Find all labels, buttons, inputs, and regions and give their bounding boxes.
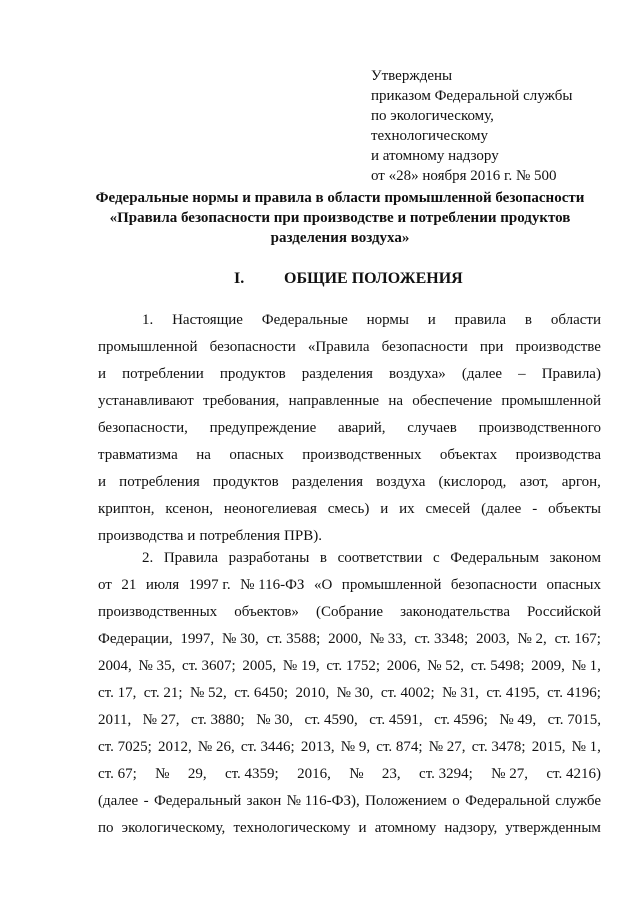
approval-line: и атомному надзору (371, 148, 499, 164)
word: безопасности (381, 339, 468, 355)
word: ст. 7015, (547, 712, 601, 728)
word: ст. 4591, (369, 712, 423, 728)
text-line (98, 707, 601, 734)
word: неоногелиевая (223, 501, 317, 517)
approval-line: технологическому (371, 128, 488, 144)
word: 2000, (328, 631, 362, 647)
word: предупреждение (209, 420, 317, 436)
word: 2003, (475, 631, 510, 647)
text-line (98, 734, 601, 761)
word: № 33, (369, 631, 407, 647)
word: производственных (98, 604, 218, 620)
section-number: I. (234, 270, 245, 287)
word: требования, (203, 393, 280, 409)
word: ст. 4196; (547, 685, 601, 701)
word: закон (246, 793, 282, 809)
word: в (319, 550, 328, 566)
word: Правила (163, 550, 219, 566)
word: ст. 3880; (190, 712, 245, 728)
word: 2012, (157, 739, 192, 755)
word: - (143, 793, 149, 809)
word: ПРВ). (284, 528, 322, 544)
word: потреблении (122, 366, 204, 382)
word: в (524, 312, 533, 328)
word: 1997 г. (188, 577, 231, 593)
approval-line: приказом Федеральной службы (371, 88, 573, 104)
word: смесь) (327, 501, 370, 517)
word: разделения (291, 474, 364, 490)
word: службе (555, 793, 601, 809)
word: ксенон, (165, 501, 214, 517)
word: надзору, (444, 820, 498, 836)
word: Федеральной (465, 793, 550, 809)
word: (далее (461, 366, 503, 382)
text-line (98, 496, 601, 523)
word: Настоящие (172, 312, 243, 328)
word: 2013, (300, 739, 335, 755)
word: ст. 1752; (326, 658, 381, 674)
section-heading (234, 270, 463, 288)
approval-line: от «28» ноября 2016 г. № 500 (371, 168, 557, 184)
word: «Правила (307, 339, 370, 355)
text-line (98, 469, 601, 496)
word: производства (515, 447, 601, 463)
word: аргон, (561, 474, 601, 490)
word: 23, (381, 766, 401, 782)
word: законом (549, 550, 601, 566)
title-line: «Правила безопасности при производстве и потреблении продуктов (109, 210, 571, 226)
word: 2004, (98, 658, 132, 674)
word: опасных (546, 577, 601, 593)
word: и (187, 528, 196, 544)
text-line (98, 599, 601, 626)
word: на (388, 393, 404, 409)
word: направленные (288, 393, 380, 409)
text-line (98, 680, 601, 707)
word: области (550, 312, 601, 328)
word: на (196, 447, 211, 463)
word: № 30, (256, 712, 293, 728)
word: № 30, (336, 685, 374, 701)
text-line (98, 572, 601, 599)
word: ст. 3348; (414, 631, 469, 647)
word: № 1, (571, 658, 601, 674)
word: ст. 3478; (471, 739, 526, 755)
word: ст. 4195, (486, 685, 540, 701)
word: № 31, (442, 685, 479, 701)
word: безопасности (209, 339, 296, 355)
word: производстве (515, 339, 601, 355)
word: № 35, (138, 658, 176, 674)
paragraph-1 (98, 307, 601, 550)
word: ст. 3294; (419, 766, 473, 782)
word: ст. 4359; (224, 766, 279, 782)
word: № (155, 766, 170, 782)
word: ст. 4596; (434, 712, 488, 728)
word: Федеральные (261, 312, 348, 328)
word: 29, (187, 766, 207, 782)
word: потребления (119, 474, 200, 490)
word: устанавливают (98, 393, 194, 409)
word: случаев (407, 420, 457, 436)
word: о (452, 793, 460, 809)
document-title (70, 188, 610, 248)
word: криптон, (98, 501, 155, 517)
word: промышленной (501, 393, 601, 409)
word: ст. 21; (143, 685, 183, 701)
word: Правила) (541, 366, 601, 382)
word: № 27, (142, 712, 180, 728)
word: – (518, 366, 526, 382)
word: Положением (365, 793, 447, 809)
word: производственного (478, 420, 601, 436)
word: № 52, (189, 685, 227, 701)
word: 1997, (180, 631, 215, 647)
word: 2. (142, 550, 154, 566)
word: Федеральный (153, 793, 242, 809)
word: № 116-ФЗ), (286, 793, 360, 809)
word: безопасности (450, 577, 537, 593)
word: воздуха (376, 474, 426, 490)
word: объектов» (234, 604, 299, 620)
word: № 19, (282, 658, 320, 674)
word: ст. 3588; (266, 631, 321, 647)
word: смесей (425, 501, 471, 517)
word: опасных (229, 447, 284, 463)
word: производственных (302, 447, 422, 463)
word: № 27, (491, 766, 528, 782)
word: 2011, (98, 712, 132, 728)
word: № 116-ФЗ (240, 577, 305, 593)
text-line (98, 788, 601, 815)
word: азот, (519, 474, 549, 490)
word: № (349, 766, 364, 782)
section-title: ОБЩИЕ ПОЛОЖЕНИЯ (284, 270, 463, 287)
word: ст. 874; (376, 739, 423, 755)
approval-block (371, 66, 611, 186)
word: при (479, 339, 504, 355)
word: ст. 4590, (304, 712, 358, 728)
word: безопасности, (98, 420, 188, 436)
word: № 49, (499, 712, 537, 728)
word: № 26, (197, 739, 235, 755)
word: разработаны (228, 550, 310, 566)
word: июля (145, 577, 180, 593)
word: продуктов (212, 474, 279, 490)
word: аварий, (338, 420, 386, 436)
word: ст. 7025; (98, 739, 152, 755)
text-line (98, 415, 601, 442)
word: - (532, 501, 538, 517)
text-line (98, 545, 601, 572)
word: ст. 167; (554, 631, 601, 647)
word: 2016, (297, 766, 331, 782)
word: по (98, 820, 114, 836)
word: утвержденным (505, 820, 601, 836)
word: ст. 17, (98, 685, 137, 701)
word: Федеральным (450, 550, 540, 566)
paragraph-2 (98, 545, 601, 842)
word: 2015, (531, 739, 566, 755)
word: травматизма (98, 447, 178, 463)
word: ст. 67; (98, 766, 137, 782)
word: атомному (374, 820, 437, 836)
word: промышленной (341, 577, 442, 593)
approval-line: Утверждены (371, 68, 453, 84)
word: законодательства (400, 604, 510, 620)
word: воздуха» (389, 366, 446, 382)
word: № 30, (221, 631, 259, 647)
text-line (98, 307, 601, 334)
word: экологическому, (121, 820, 226, 836)
word: разделения (301, 366, 373, 382)
text-line (98, 442, 601, 469)
word: от (98, 577, 112, 593)
word: потребления (199, 528, 281, 544)
word: соответствии (337, 550, 423, 566)
word: с (432, 550, 440, 566)
text-line (98, 388, 601, 415)
word: (Собрание (316, 604, 384, 620)
word: 2005, (242, 658, 277, 674)
approval-line: по экологическому, (371, 108, 494, 124)
word: 2009, (531, 658, 565, 674)
word: ст. 3607; (181, 658, 236, 674)
word: и (380, 501, 389, 517)
word: (далее (98, 793, 139, 809)
word: продуктов (219, 366, 286, 382)
word: обеспечение (412, 393, 493, 409)
word: 1. (142, 312, 154, 328)
word: объекты (548, 501, 601, 517)
word: Федерации, (98, 631, 173, 647)
word: 21 (121, 577, 137, 593)
word: Российской (527, 604, 601, 620)
word: ст. 4216) (546, 766, 601, 782)
word: правила (454, 312, 507, 328)
word: 2006, (386, 658, 421, 674)
title-line: Федеральные нормы и правила в области промышленной безопасности (95, 190, 585, 206)
word: объектах (439, 447, 498, 463)
text-line (98, 626, 601, 653)
word: № 9, (340, 739, 371, 755)
word: и (427, 312, 436, 328)
word: ст. 5498; (470, 658, 525, 674)
text-line (98, 761, 601, 788)
word: 2010, (295, 685, 330, 701)
word: ст. 3446; (240, 739, 295, 755)
word: № 1, (571, 739, 601, 755)
text-line (98, 653, 601, 680)
word: технологическому (233, 820, 351, 836)
text-line (98, 815, 601, 842)
word: № 27, (428, 739, 466, 755)
word: № 52, (427, 658, 465, 674)
text-line (98, 334, 601, 361)
word: нормы (366, 312, 409, 328)
word: (далее (481, 501, 522, 517)
word: (кислород, (438, 474, 507, 490)
word: промышленной (98, 339, 198, 355)
word: «О (313, 577, 333, 593)
word: № 2, (517, 631, 547, 647)
word: и (98, 366, 107, 382)
word: ст. 4002; (380, 685, 435, 701)
word: ст. 6450; (234, 685, 288, 701)
word: и (358, 820, 367, 836)
word: и (98, 474, 107, 490)
word: их (399, 501, 415, 517)
title-line: разделения воздуха» (270, 230, 410, 246)
text-line (98, 361, 601, 388)
word: производства (98, 528, 184, 544)
